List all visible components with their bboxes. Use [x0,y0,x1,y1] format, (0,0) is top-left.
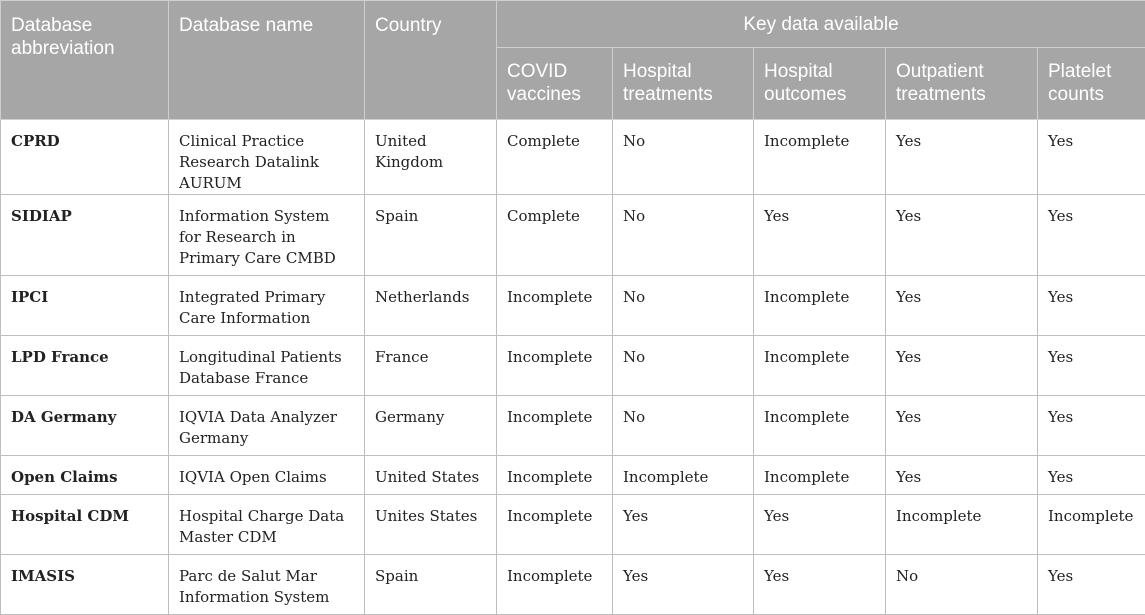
cell-database-name: IQVIA Data Analyzer Germany [169,396,365,456]
cell-abbreviation: IPCI [1,276,169,336]
table-row [1,555,1145,615]
cell-platelet-counts: Incomplete [1038,495,1145,555]
cell-country: Spain [365,555,497,615]
header-country: Country [365,1,497,120]
cell-abbreviation: CPRD [1,120,169,195]
cell-outpatient-treatments: No [886,555,1038,615]
cell-hospital-outcomes: Incomplete [754,396,886,456]
cell-covid-vaccines: Complete [497,120,613,195]
cell-hospital-outcomes: Yes [754,555,886,615]
cell-abbreviation: Hospital CDM [1,495,169,555]
header-hospital-treatments: Hospital treatments [613,48,754,120]
cell-platelet-counts: Yes [1038,336,1145,396]
cell-platelet-counts: Yes [1038,456,1145,495]
cell-country: France [365,336,497,396]
table-row [1,276,1145,336]
cell-country: Netherlands [365,276,497,336]
table-row [1,195,1145,276]
cell-hospital-treatments: No [613,276,754,336]
cell-hospital-treatments: Incomplete [613,456,754,495]
header-row [1,1,1145,48]
header-abbreviation: Database abbreviation [1,1,169,120]
cell-database-name: Longitudinal Patients Database France [169,336,365,396]
header-covid-vaccines: COVID vaccines [497,48,613,120]
cell-abbreviation: SIDIAP [1,195,169,276]
cell-country: United Kingdom [365,120,497,195]
cell-platelet-counts: Yes [1038,276,1145,336]
cell-hospital-treatments: Yes [613,495,754,555]
cell-covid-vaccines: Incomplete [497,336,613,396]
cell-database-name: Parc de Salut Mar Information System [169,555,365,615]
table-body [1,120,1145,615]
cell-country: Unites States [365,495,497,555]
cell-outpatient-treatments: Yes [886,396,1038,456]
cell-hospital-outcomes: Yes [754,495,886,555]
cell-covid-vaccines: Incomplete [497,396,613,456]
cell-abbreviation: IMASIS [1,555,169,615]
header-outpatient-treatments: Outpatient treatments [886,48,1038,120]
cell-country: Germany [365,396,497,456]
cell-outpatient-treatments: Yes [886,336,1038,396]
cell-outpatient-treatments: Yes [886,120,1038,195]
table-row [1,495,1145,555]
cell-hospital-outcomes: Incomplete [754,336,886,396]
cell-abbreviation: Open Claims [1,456,169,495]
cell-abbreviation: DA Germany [1,396,169,456]
cell-platelet-counts: Yes [1038,396,1145,456]
header-database-name: Database name [169,1,365,120]
cell-hospital-treatments: Yes [613,555,754,615]
cell-outpatient-treatments: Yes [886,456,1038,495]
header-platelet-counts: Platelet counts [1038,48,1145,120]
cell-hospital-outcomes: Incomplete [754,456,886,495]
cell-database-name: Clinical Practice Research Datalink AURUM [169,120,365,195]
cell-hospital-outcomes: Incomplete [754,120,886,195]
cell-hospital-outcomes: Incomplete [754,276,886,336]
cell-database-name: Hospital Charge Data Master CDM [169,495,365,555]
cell-country: United States [365,456,497,495]
cell-hospital-outcomes: Yes [754,195,886,276]
header-hospital-outcomes: Hospital outcomes [754,48,886,120]
header-key-data: Key data available [497,1,1145,48]
table-row [1,396,1145,456]
cell-database-name: Information System for Research in Primary Care CMBD [169,195,365,276]
cell-outpatient-treatments: Yes [886,195,1038,276]
cell-covid-vaccines: Incomplete [497,495,613,555]
table-row [1,456,1145,495]
cell-covid-vaccines: Incomplete [497,456,613,495]
cell-database-name: Integrated Primary Care Information [169,276,365,336]
cell-covid-vaccines: Incomplete [497,555,613,615]
cell-hospital-treatments: No [613,120,754,195]
cell-database-name: IQVIA Open Claims [169,456,365,495]
cell-outpatient-treatments: Yes [886,276,1038,336]
cell-abbreviation: LPD France [1,336,169,396]
table-row [1,336,1145,396]
cell-platelet-counts: Yes [1038,195,1145,276]
cell-platelet-counts: Yes [1038,555,1145,615]
cell-hospital-treatments: No [613,195,754,276]
cell-country: Spain [365,195,497,276]
cell-hospital-treatments: No [613,396,754,456]
cell-covid-vaccines: Complete [497,195,613,276]
table-row [1,120,1145,195]
cell-platelet-counts: Yes [1038,120,1145,195]
cell-covid-vaccines: Incomplete [497,276,613,336]
cell-hospital-treatments: No [613,336,754,396]
cell-outpatient-treatments: Incomplete [886,495,1038,555]
